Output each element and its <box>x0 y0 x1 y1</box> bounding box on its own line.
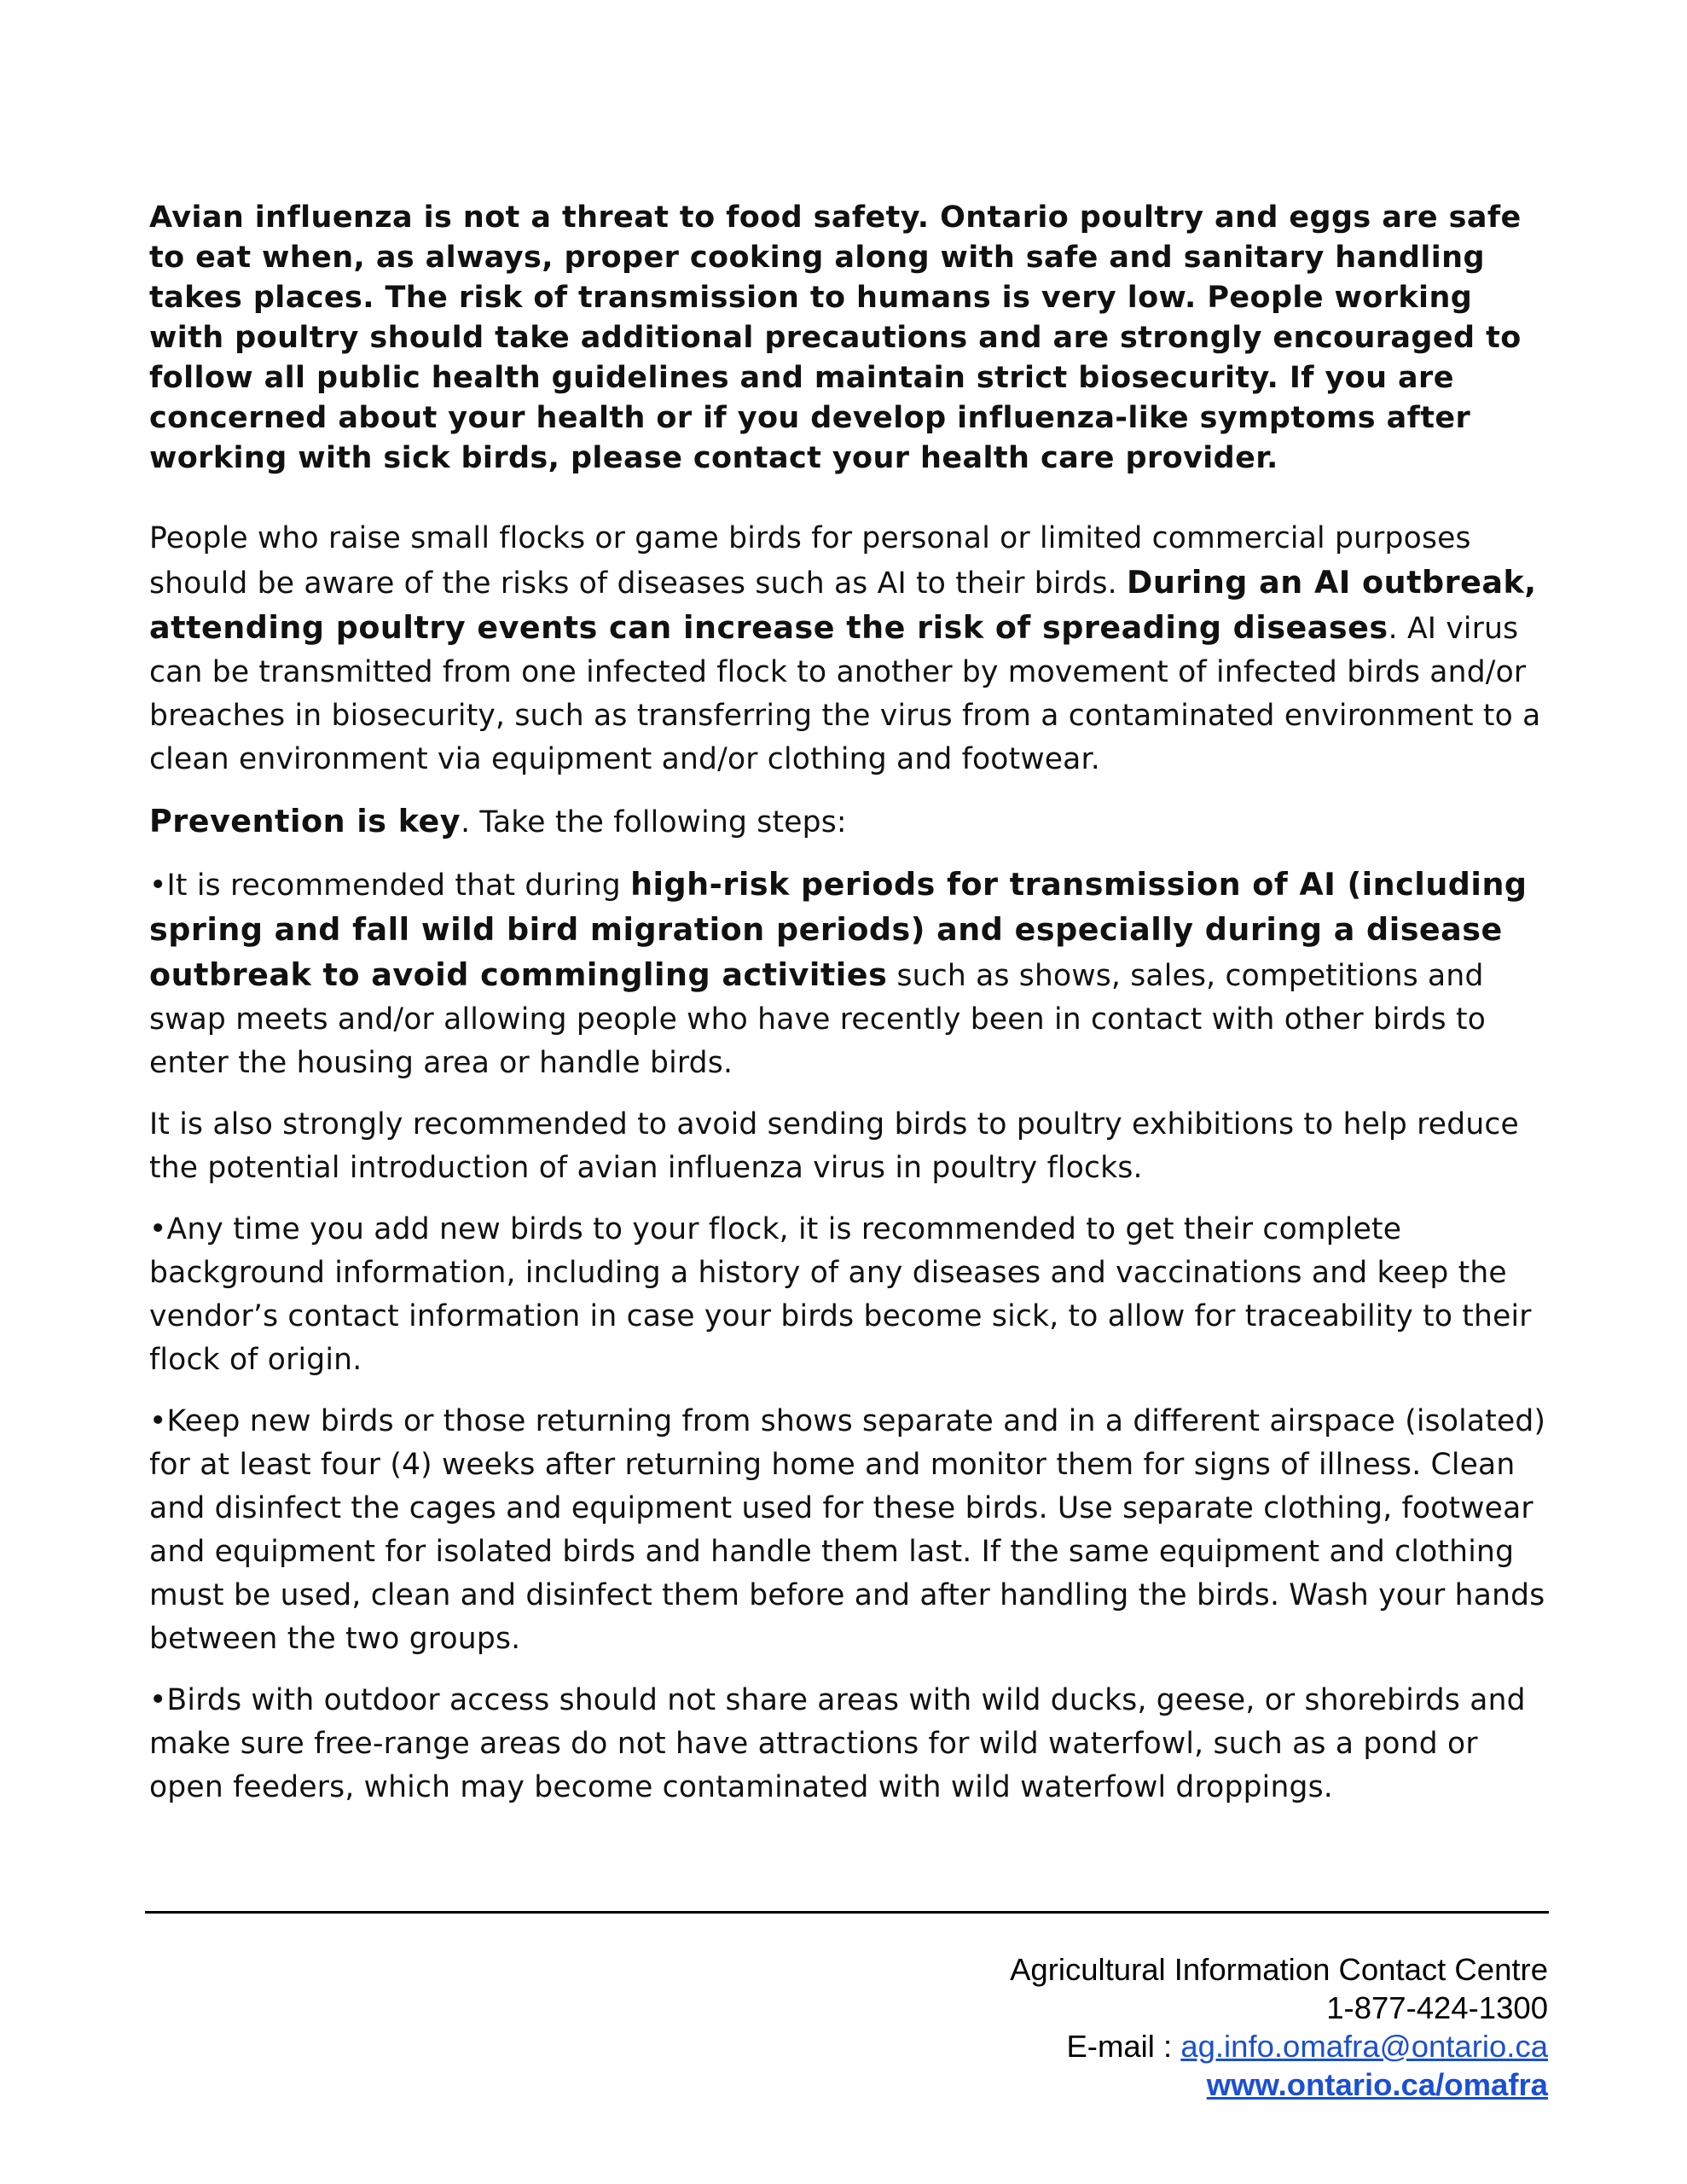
prevention-heading <box>149 799 1548 845</box>
contact-centre-name: Agricultural Information Contact Centre <box>1010 1952 1548 1987</box>
website-link[interactable]: www.ontario.ca/omafra <box>1206 2067 1548 2102</box>
exhibitions-paragraph: It is also strongly recommended to avoid sending birds to poultry exhibitions to help reduce the potential introduction of avian influenza virus in poultry flocks. <box>149 1107 1519 1185</box>
small-flocks-text-c: . AI virus can be transmitted from one infected flock to another by movement of infected birds and/or breaches in biosecurity, such as transferring the virus from a contaminated environment to a clean environment via equipment and/or clothing and footwear. <box>149 612 1541 776</box>
email-link[interactable]: ag.info.omafra@ontario.ca <box>1180 2029 1548 2064</box>
contact-footer <box>1010 1950 1548 2104</box>
prevention-steps-text: . Take the following steps: <box>461 805 847 839</box>
high-risk-text-a: •It is recommended that during <box>149 868 631 903</box>
bullet-new-birds: •Any time you add new birds to your flock, it is recommended to get their complete background information, including a history of any diseases and vaccinations and keep the vendor’s contact information in case your birds become sick, to allow for traceability to their flock of origin. <box>149 1212 1532 1377</box>
intro-paragraph: Avian influenza is not a threat to food safety. Ontario poultry and eggs are safe to eat when, as always, proper cooking along with safe and sanitary handling takes places. The risk of transmission to humans is very low. People working with poultry should take additional precautions and are strongly encouraged to follow all public health guidelines and maintain strict biosecurity. If you are concerned about your health or if you develop influenza-like symptoms after working with sick birds, please contact your health care provider. <box>149 200 1522 475</box>
small-flocks-text-a: People who raise small flocks or game birds for personal or limited commercial purposes should be aware of the risks of diseases such as AI to their birds. <box>149 521 1471 601</box>
footer-divider <box>145 1911 1549 1914</box>
high-risk-emphasis: high-risk periods for transmission of AI (including spring and fall wild bird migration periods) and especially during a disease outbreak to avoid commingling activities <box>149 866 1528 993</box>
document-body <box>149 198 1548 1827</box>
prevention-key-emphasis: Prevention is key <box>149 803 461 839</box>
contact-website-line <box>1010 2065 1548 2104</box>
contact-email-line <box>1010 2027 1548 2065</box>
small-flocks-paragraph <box>149 517 1548 781</box>
bullet-high-risk <box>149 863 1548 1085</box>
high-risk-text-c: such as shows, sales, competitions and swap meets and/or allowing people who have recently been in contact with other birds to enter the housing area or handle birds. <box>149 959 1487 1080</box>
contact-phone: 1-877-424-1300 <box>1326 1990 1548 2025</box>
bullet-outdoor-access: •Birds with outdoor access should not share areas with wild ducks, geese, or shorebirds and make sure free-range areas do not have attractions for wild waterfowl, such as a pond or open feeders, which may become contaminated with wild waterfowl droppings. <box>149 1683 1526 1804</box>
bullet-isolation: •Keep new birds or those returning from shows separate and in a different airspace (isolated) for at least four (4) weeks after returning home and monitor them for signs of illness. Clean and disinfect the cages and equipment used for these birds. Use separate clothing, footwear and equipment for isolated birds and handle them last. If the same equipment and clothing must be used, clean and disinfect them before and after handling the birds. Wash your hands between the two groups. <box>149 1404 1546 1656</box>
outbreak-emphasis: During an AI outbreak, attending poultry events can increase the risk of spreading diseases <box>149 564 1537 646</box>
email-label: E-mail : <box>1066 2029 1181 2064</box>
